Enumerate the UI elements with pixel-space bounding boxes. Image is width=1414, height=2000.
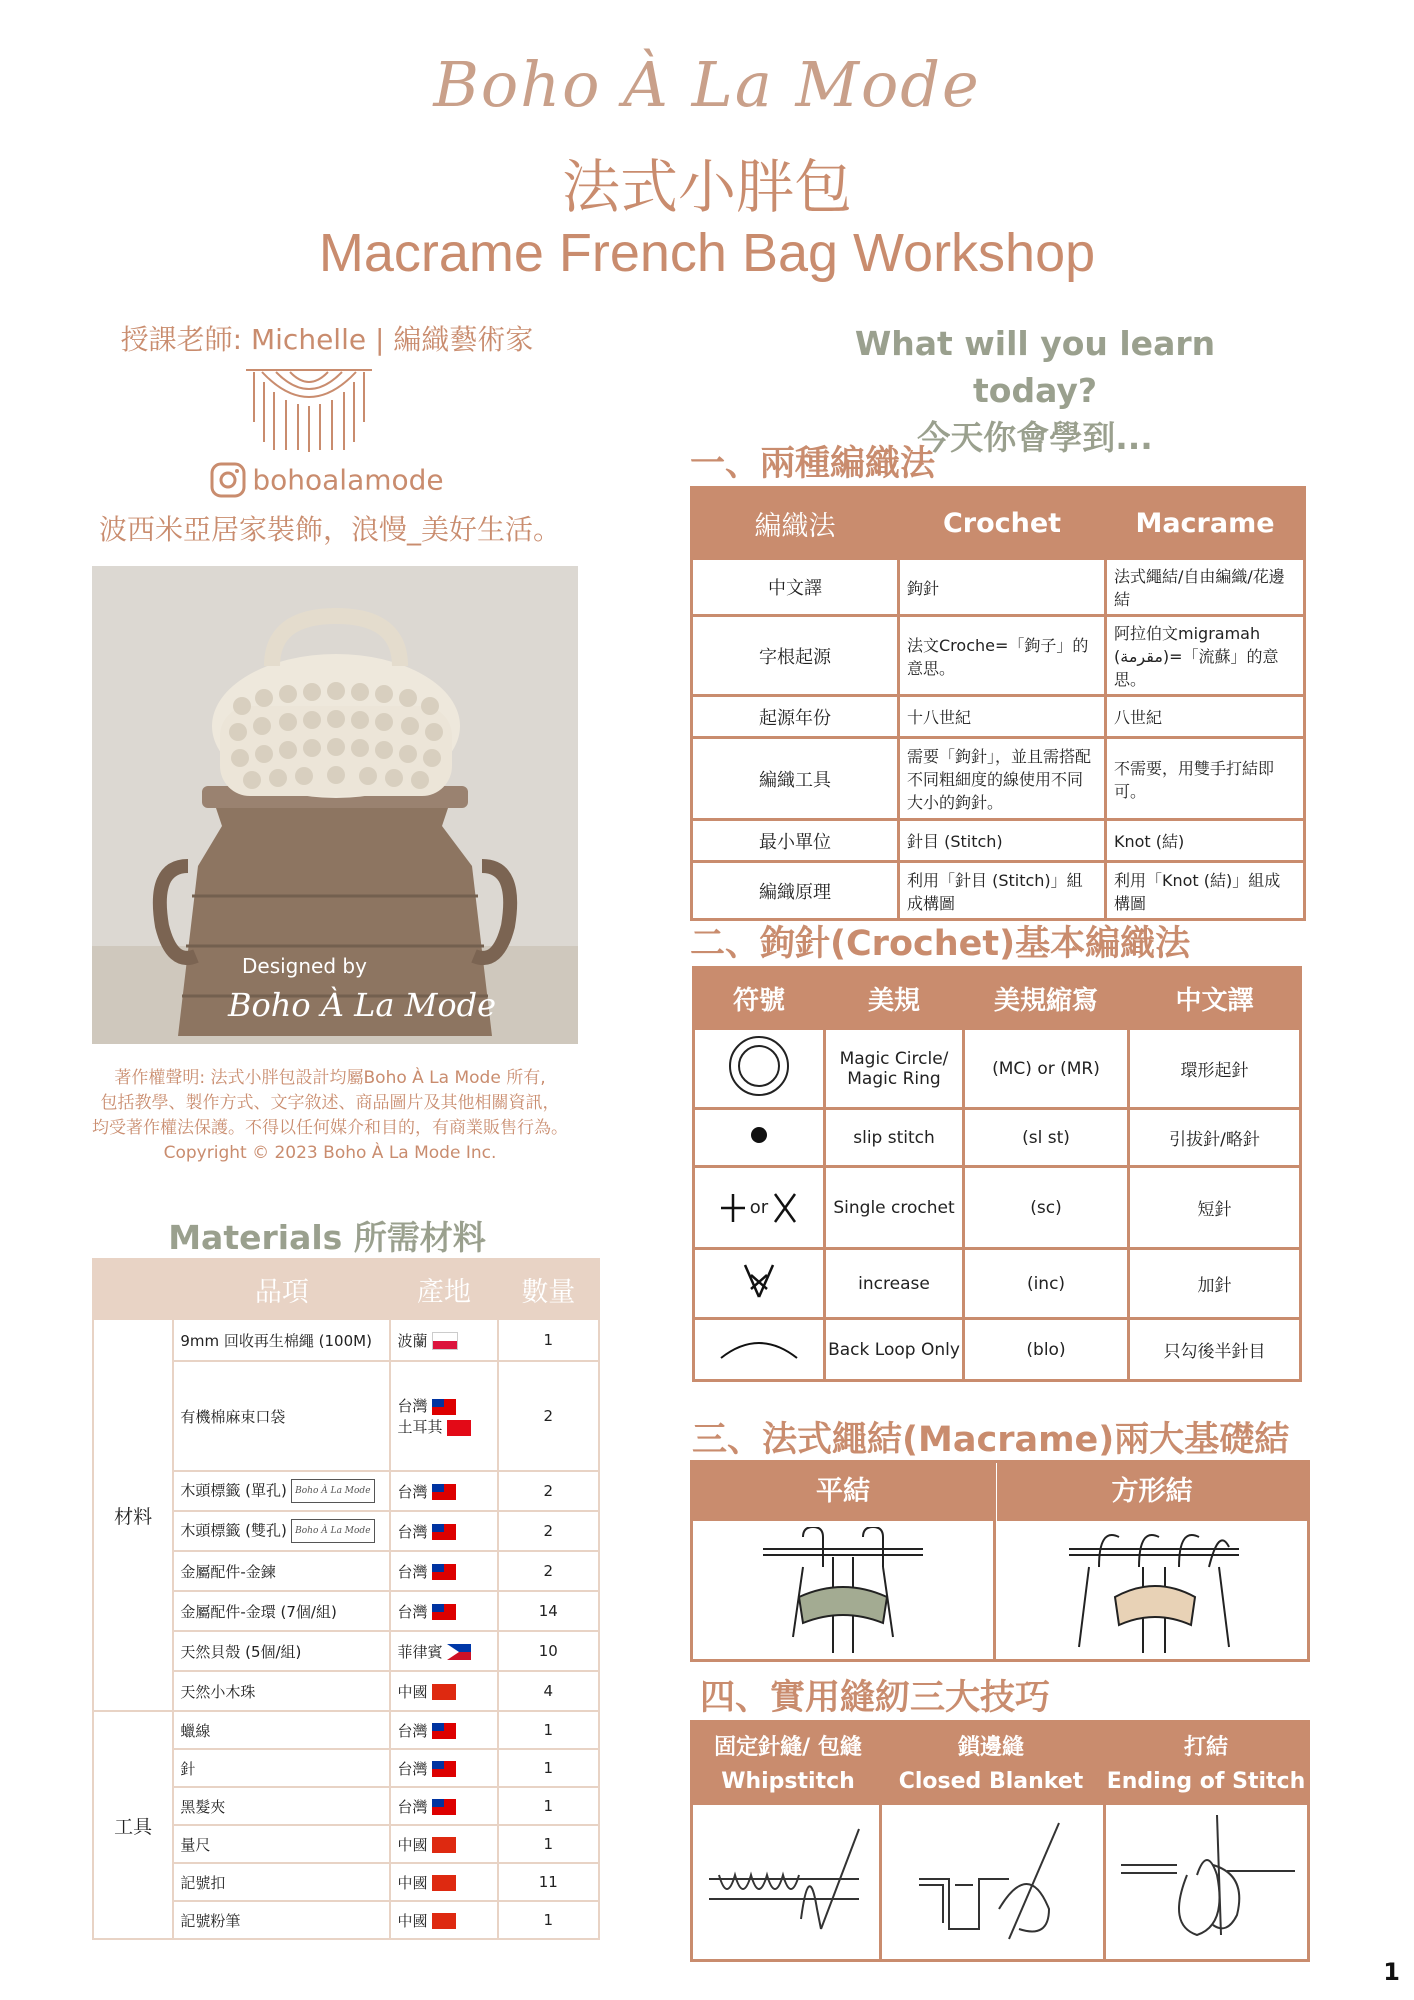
table-row	[694, 1029, 1301, 1109]
stitch-zh: 打結	[1183, 1735, 1228, 1760]
origin-cell	[390, 1631, 497, 1671]
table-row	[694, 1109, 1301, 1167]
item-cell: 金屬配件-金環 (7個/組)	[173, 1591, 390, 1631]
zh-cell: 加針	[1129, 1249, 1301, 1319]
origin-text: 中國	[397, 1835, 428, 1854]
instagram-icon	[210, 462, 246, 498]
item-cell	[173, 1471, 390, 1511]
table-row	[692, 862, 1305, 920]
macrame-cell: 八世紀	[1106, 696, 1305, 738]
or-text: or	[749, 1197, 769, 1218]
macrame-fringe-icon	[242, 362, 376, 454]
crochet-cell: 需要「鉤針」，並且需搭配不同粗細度的線使用不同大小的鉤針。	[899, 738, 1106, 820]
item-cell: 天然小木珠	[173, 1671, 390, 1711]
copyright-line: 均受著作權法保護。不得以任何媒介和目的，有商業販售行為。	[92, 1118, 568, 1138]
wood-tag-icon: Boho À La Mode	[291, 1519, 375, 1543]
zh-cell: 短針	[1129, 1167, 1301, 1249]
item-cell: 有機棉麻束口袋	[173, 1361, 390, 1471]
sewing-techniques-panel	[690, 1720, 1310, 1962]
row-label: 字根起源	[692, 616, 899, 696]
origin-cell	[390, 1551, 497, 1591]
symbol-cell	[694, 1167, 825, 1249]
item-cell: 天然貝殼 (5個/組)	[173, 1631, 390, 1671]
origin-cell	[390, 1511, 497, 1551]
materials-header-row	[93, 1259, 599, 1319]
plus-icon	[720, 1192, 746, 1224]
item-cell: 金屬配件-金鍊	[173, 1551, 390, 1591]
abbr-cell: (blo)	[964, 1319, 1129, 1381]
qty-cell: 1	[498, 1749, 599, 1787]
weaving-methods-table	[690, 486, 1306, 921]
stitch-zh: 固定針縫/ 包縫	[714, 1735, 862, 1760]
stitch-en: Whipstitch	[721, 1769, 855, 1794]
item-text: 木頭標籤 (雙孔)	[180, 1521, 287, 1540]
zh-cell: 環形起針	[1129, 1029, 1301, 1109]
table-row	[692, 820, 1305, 862]
symbol-cell	[694, 1109, 825, 1167]
section1-title: 一、兩種編織法	[690, 444, 936, 484]
square-knot-diagram-icon	[1069, 1527, 1239, 1653]
photo-caption-designed-by: Designed by	[242, 954, 367, 978]
origin-text: 中國	[397, 1911, 428, 1930]
origin-cell	[390, 1361, 497, 1471]
crochet-stitch-table	[692, 966, 1302, 1382]
abbr-cell: (inc)	[964, 1249, 1129, 1319]
group-materials: 材料	[93, 1319, 173, 1711]
table-row	[692, 616, 1305, 696]
crochet-cell: 法文Croche=「鉤子」的意思。	[899, 616, 1106, 696]
taiwan-flag-icon	[432, 1524, 456, 1540]
macrame-cell: 阿拉伯文migramah (مقرمة)=「流蘇」的意思。	[1106, 616, 1305, 696]
abbr-cell: (sc)	[964, 1167, 1129, 1249]
us-cell: increase	[825, 1249, 964, 1319]
group-tools: 工具	[93, 1711, 173, 1939]
origin-text: 台灣	[397, 1562, 428, 1581]
qty-cell: 1	[498, 1787, 599, 1825]
item-cell: 黑髮夾	[173, 1787, 390, 1825]
crochet-cell: 針目 (Stitch)	[899, 820, 1106, 862]
materials-header-qty: 數量	[498, 1259, 599, 1319]
materials-title: Materials 所需材料	[168, 1218, 486, 1257]
materials-header-item: 品項	[173, 1259, 390, 1319]
origin-text: 中國	[397, 1682, 428, 1701]
taiwan-flag-icon	[432, 1761, 456, 1777]
table-row	[93, 1319, 599, 1361]
item-cell: 量尺	[173, 1825, 390, 1863]
qty-cell: 1	[498, 1825, 599, 1863]
blanket-stitch-diagram-icon	[909, 1819, 1079, 1949]
table-row	[692, 738, 1305, 820]
origin-cell	[390, 1711, 497, 1749]
weaving-header-crochet: Crochet	[899, 488, 1106, 559]
section3-title: 三、法式繩結(Macrame)兩大基礎結	[692, 1420, 1290, 1460]
us-cell: Back Loop Only	[825, 1319, 964, 1381]
stitch-header-row	[694, 968, 1301, 1029]
table-row	[93, 1711, 599, 1749]
origin-text: 菲律賓	[397, 1642, 443, 1661]
stitch-header-symbol: 符號	[694, 968, 825, 1029]
item-cell	[173, 1511, 390, 1551]
origin-text-2: 土耳其	[397, 1418, 443, 1436]
instagram-handle[interactable]	[92, 462, 562, 498]
wood-tag-icon: Boho À La Mode	[291, 1479, 375, 1503]
qty-cell: 2	[498, 1471, 599, 1511]
qty-cell: 2	[498, 1551, 599, 1591]
taiwan-flag-icon	[432, 1604, 456, 1620]
instagram-name: bohoalamode	[252, 463, 444, 497]
qty-cell: 1	[498, 1901, 599, 1939]
abbr-cell: (MC) or (MR)	[964, 1029, 1129, 1109]
taiwan-flag-icon	[432, 1399, 456, 1415]
origin-cell	[390, 1901, 497, 1939]
row-label: 中文譯	[692, 559, 899, 616]
materials-table	[92, 1258, 600, 1940]
origin-text: 台灣	[397, 1721, 428, 1740]
item-cell: 蠟線	[173, 1711, 390, 1749]
qty-cell: 10	[498, 1631, 599, 1671]
symbol-cell	[694, 1249, 825, 1319]
abbr-cell: (sl st)	[964, 1109, 1129, 1167]
arc-icon	[717, 1332, 801, 1362]
origin-cell	[390, 1749, 497, 1787]
crochet-cell: 十八世紀	[899, 696, 1106, 738]
stitch-whipstitch	[693, 1731, 883, 1799]
materials-header-origin: 產地	[390, 1259, 497, 1319]
product-photo	[92, 566, 578, 1044]
copyright-line: Copyright © 2023 Boho À La Mode Inc.	[163, 1143, 497, 1163]
knot-label-square-flat: 方形結	[997, 1463, 1307, 1521]
philippines-flag-icon	[447, 1644, 471, 1660]
crochet-cell: 鉤針	[899, 559, 1106, 616]
learn-heading-zh: 今天你會學到...	[917, 418, 1153, 457]
stitch-header-zh: 中文譯	[1129, 968, 1301, 1029]
knot-label-square: 平結	[693, 1463, 993, 1521]
origin-text: 台灣	[397, 1759, 428, 1778]
origin-cell	[390, 1319, 497, 1361]
row-label: 編織工具	[692, 738, 899, 820]
china-flag-icon	[432, 1837, 456, 1853]
stitch-blanket	[881, 1731, 1101, 1833]
origin-text: 中國	[397, 1873, 428, 1892]
item-cell: 記號粉筆	[173, 1901, 390, 1939]
stitch-en: Ending of Stitch	[1106, 1769, 1306, 1794]
learn-heading-en: What will you learn today?	[854, 324, 1216, 410]
taiwan-flag-icon	[432, 1723, 456, 1739]
stitch-en: Closed Blanket Stitch	[898, 1769, 1084, 1828]
table-row	[694, 1249, 1301, 1319]
stitch-ending	[1105, 1731, 1307, 1799]
origin-text: 台灣	[397, 1397, 428, 1415]
whipstitch-diagram-icon	[709, 1819, 869, 1947]
origin-text: 台灣	[397, 1602, 428, 1621]
symbol-cell	[694, 1319, 825, 1381]
item-cell: 9mm 回收再生棉繩 (100M)	[173, 1319, 390, 1361]
macrame-cell: 法式繩結/自由編織/花邊結	[1106, 559, 1305, 616]
table-row	[692, 696, 1305, 738]
weaving-header-row	[692, 488, 1305, 559]
copyright-line: 著作權聲明: 法式小胖包設計均屬Boho À La Mode 所有,	[114, 1068, 546, 1088]
copyright-line: 包括教學、製作方式、文字敘述、商品圖片及其他相關資訊，	[100, 1093, 560, 1113]
table-row	[694, 1319, 1301, 1381]
origin-cell	[390, 1591, 497, 1631]
table-row	[692, 559, 1305, 616]
china-flag-icon	[432, 1913, 456, 1929]
taiwan-flag-icon	[432, 1799, 456, 1815]
qty-cell: 1	[498, 1319, 599, 1361]
qty-cell: 11	[498, 1863, 599, 1901]
us-cell: Magic Circle/ Magic Ring	[825, 1029, 964, 1109]
macrame-cell: 不需要，用雙手打結即可。	[1106, 738, 1305, 820]
flat-knot-diagram-icon	[763, 1527, 923, 1653]
item-cell: 記號扣	[173, 1863, 390, 1901]
origin-cell	[390, 1787, 497, 1825]
ending-stitch-diagram-icon	[1117, 1815, 1297, 1949]
stitch-zh: 鎖邊縫	[957, 1735, 1024, 1760]
qty-cell: 1	[498, 1711, 599, 1749]
qty-cell: 4	[498, 1671, 599, 1711]
stitch-header-abbr: 美規縮寫	[964, 968, 1129, 1029]
origin-cell	[390, 1671, 497, 1711]
macrame-cell: 利用「Knot (結)」組成構圖	[1106, 862, 1305, 920]
symbol-cell	[694, 1029, 825, 1109]
x-icon	[772, 1192, 798, 1224]
section2-title: 二、鉤針(Crochet)基本編織法	[690, 924, 1191, 964]
taiwan-flag-icon	[432, 1564, 456, 1580]
copyright-notice	[60, 1066, 600, 1166]
page-number: 1	[1383, 1958, 1400, 1986]
increase-icon	[739, 1261, 779, 1301]
teacher-line: 授課老師: Michelle | 編織藝術家	[120, 323, 534, 356]
row-label: 起源年份	[692, 696, 899, 738]
china-flag-icon	[432, 1684, 456, 1700]
us-cell: slip stitch	[825, 1109, 964, 1167]
qty-cell: 14	[498, 1591, 599, 1631]
origin-text: 台灣	[397, 1797, 428, 1816]
dot-icon	[747, 1123, 771, 1147]
origin-cell	[390, 1863, 497, 1901]
origin-cell	[390, 1825, 497, 1863]
zh-cell: 只勾後半針目	[1129, 1319, 1301, 1381]
china-flag-icon	[432, 1875, 456, 1891]
taiwan-flag-icon	[432, 1484, 456, 1500]
magic-ring-icon	[724, 1033, 794, 1099]
qty-cell: 2	[498, 1511, 599, 1551]
turkey-flag-icon	[447, 1420, 471, 1436]
item-cell: 針	[173, 1749, 390, 1787]
table-row	[694, 1167, 1301, 1249]
brand-logo: Boho À La Mode	[433, 48, 981, 121]
row-label: 編織原理	[692, 862, 899, 920]
macrame-cell: Knot (結)	[1106, 820, 1305, 862]
poland-flag-icon	[432, 1332, 458, 1350]
section4-title: 四、實用縫紉三大技巧	[700, 1678, 1051, 1718]
origin-text: 波蘭	[397, 1331, 428, 1350]
zh-cell: 引拔針/略針	[1129, 1109, 1301, 1167]
crochet-cell: 利用「針目 (Stitch)」組成構圖	[899, 862, 1106, 920]
origin-text: 台灣	[397, 1482, 428, 1501]
origin-cell	[390, 1471, 497, 1511]
weaving-header-macrame: Macrame	[1106, 488, 1305, 559]
qty-cell: 2	[498, 1361, 599, 1471]
item-text: 木頭標籤 (單孔)	[180, 1481, 287, 1500]
row-label: 最小單位	[692, 820, 899, 862]
us-cell: Single crochet	[825, 1167, 964, 1249]
stitch-header-us: 美規	[825, 968, 964, 1029]
photo-caption-brand: Boho À La Mode	[228, 986, 497, 1024]
origin-text: 台灣	[397, 1522, 428, 1541]
weaving-header-method: 編織法	[692, 488, 899, 559]
tagline: 波西米亞居家裝飾，浪慢_美好生活。	[98, 513, 561, 546]
page-title-en: Macrame French Bag Workshop	[318, 223, 1096, 283]
materials-header-group	[93, 1259, 173, 1319]
macrame-knots-panel	[690, 1460, 1310, 1662]
page-title-zh: 法式小胖包	[561, 153, 852, 221]
